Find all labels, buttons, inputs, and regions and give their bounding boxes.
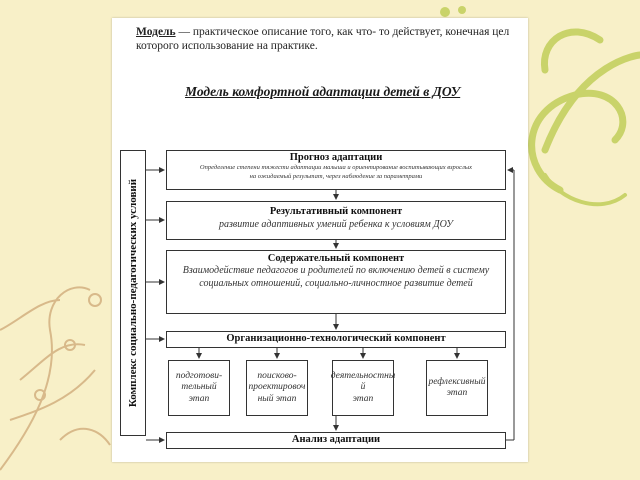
side-conditions-label: Комплекс социально-педагогических условий: [127, 178, 139, 408]
analysis-heading: Анализ адаптации: [291, 434, 381, 445]
stage-label: рефлексивный: [428, 376, 486, 387]
intro-line1: — практическое описание того, как что- то действует, конечная цел: [175, 26, 510, 38]
stage-label: деятельностны: [330, 370, 396, 381]
intro-term: Модель: [136, 26, 176, 38]
org-tech-component-heading: Организационно-технологический компонент: [226, 333, 446, 344]
stage-label: проектировоч: [248, 382, 306, 393]
forecast-text-line1: Определение степени тяжести адаптации малыша и ориентирование воспитывающих взрослых: [199, 164, 473, 171]
stage-label: й: [360, 382, 366, 393]
diagram-title: Модель комфортной адаптации детей в ДОУ: [185, 84, 461, 99]
stage-label: этап: [352, 393, 374, 404]
stage-label: этап: [446, 388, 468, 398]
result-component-text: развитие адаптивных умений ребенка к условиям ДОУ: [219, 219, 453, 230]
content-component-heading: Содержательный компонент: [267, 253, 405, 264]
forecast-text-line2: на ожидаемый результат, через наблюдение за параметрами: [249, 172, 423, 180]
forecast-heading: Прогноз адаптации: [289, 152, 383, 163]
stage-label: подготови-: [175, 370, 223, 381]
stage-label: поисково-: [257, 370, 297, 381]
content-component-text: Взаимодействие педагогов и родителей по включению детей в систему социальных отношений, социально-личностное развитие детей: [182, 265, 490, 289]
stage-label: этап: [188, 393, 210, 404]
stage-label: тельный: [181, 382, 217, 393]
intro-line2: которого использование на практике.: [136, 40, 318, 52]
result-component-heading: Результативный компонент: [269, 206, 403, 217]
stage-label: ный этап: [257, 393, 297, 404]
